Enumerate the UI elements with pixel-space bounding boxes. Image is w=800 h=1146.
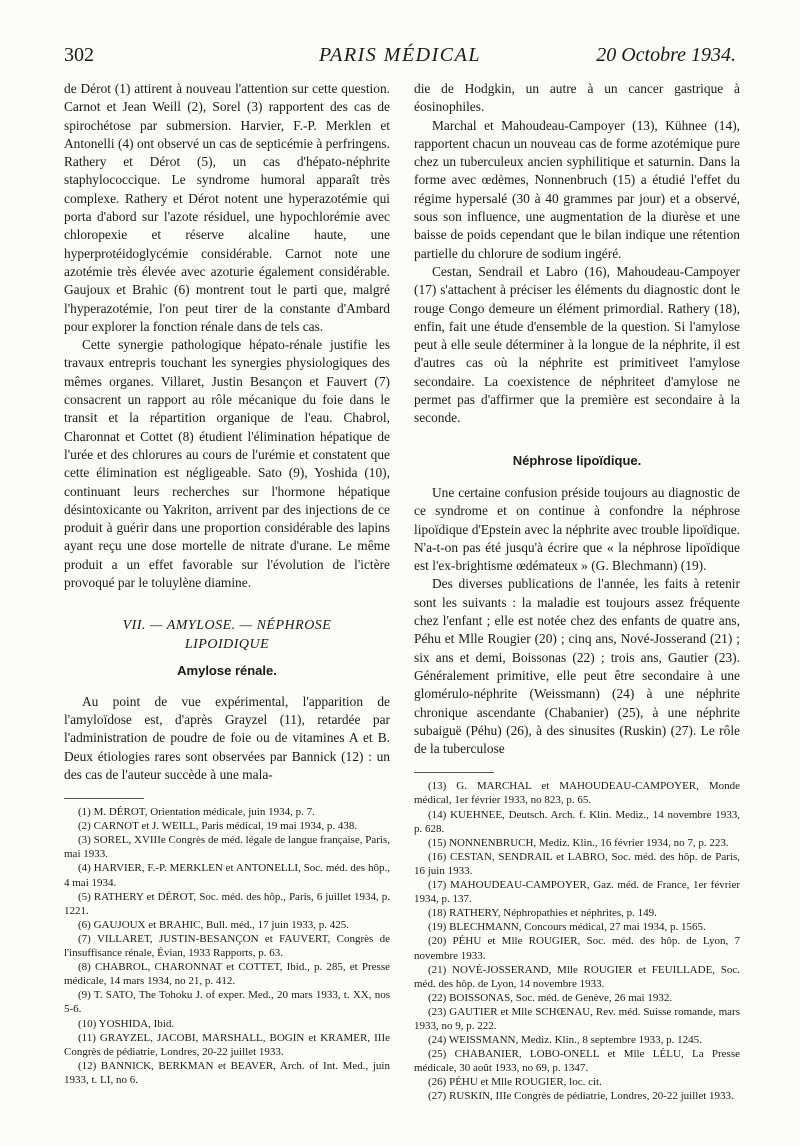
footnote-divider [414, 772, 494, 773]
footnote: (6) GAUJOUX et BRAHIC, Bull. méd., 17 juin 1933, p. 425. [78, 918, 350, 931]
footnote: (14) KUEHNEE, Deutsch. Arch. f. Klin. Mediz., 14 novembre 1933, p. 628. [414, 808, 740, 835]
footnote: (26) PÉHU et Mlle ROUGIER, loc. cit. [428, 1076, 602, 1089]
footnote: (27) RUSKIN, IIIe Congrès de pédiatrie, Londres, 20-22 juillet 1933. [428, 1090, 734, 1103]
page-number: 302 [64, 44, 94, 66]
footnotes [414, 779, 740, 1103]
paragraph: Une certaine confusion préside toujours au diagnostic de ce syndrome et on continue à confondre la néphrose lipoïdique d'Epstein avec la néphrite avec trouble lipoïdique. N'a-t-on pas été jusqu'à écrire que « la néphrose lipoïdique est l'ex-brightisme œdémateux » (G. Blechmann) (19). [414, 484, 740, 574]
section-title: VII. — AMYLOSE. — NÉPHROSE LIPOIDIQUE [122, 618, 332, 653]
footnote: (11) GRAYZEL, JACOBI, MARSHALL, BOGIN et KRAMER, IIIe Congrès de pédiatrie, Londres, 20-22 juillet 1933. [64, 1031, 390, 1058]
issue-date: 20 Octobre 1934. [596, 44, 736, 66]
footnote: (9) T. SATO, The Tohoku J. of exper. Med., 20 mars 1933, t. XX, nos 5-6. [64, 989, 390, 1016]
footnote: (20) PÉHU et Mlle ROUGIER, Soc. méd. des hôp. de Lyon, 7 novembre 1933. [414, 935, 740, 962]
footnote-divider [64, 798, 144, 799]
footnote: (24) WEISSMANN, Mediz. Klin., 8 septembre 1933, p. 1245. [428, 1034, 702, 1047]
right-column [414, 80, 740, 1104]
paragraph: Des diverses publications de l'année, les faits à retenir sont les suivants : la maladie est toujours assez fréquente chez l'enfant ; elle est notée chez des enfants de quatre ans, Péhu et Mlle Rougier (20) ; cinq ans, Nové-Josserand (21) ; six ans et demi, Boissonas (22) ; trois ans, Gautier (23). Généralement primitive, elle peut être secondaire à une glomérulo-néphrite (Weissmann) (24) à une néphrite chronique ascendante (Chabanier) (25), à une néphrite subaiguë (Péhu) (26), à des sinusites (Ruskin) (27). Le rôle de la tuberculose [414, 576, 740, 757]
left-column [64, 80, 390, 1087]
footnote: (3) SOREL, XVIIIe Congrès de méd. légale de langue française, Paris, mai 1933. [64, 834, 390, 861]
footnote: (16) CESTAN, SENDRAIL et LABRO, Soc. méd. des hôp. de Paris, 16 juin 1933. [414, 850, 740, 877]
footnote: (13) G. MARCHAL et MAHOUDEAU-CAMPOYER, Monde médical, 1er février 1933, no 823, p. 65. [414, 780, 740, 807]
footnote: (7) VILLARET, JUSTIN-BESANÇON et FAUVERT, Congrès de l'insuffisance rénale, Évian, 1933 Rapports, p. 63. [64, 932, 390, 960]
subsection-title: Amylose rénale. [177, 663, 277, 679]
paragraph: Marchal et Mahoudeau-Campoyer (13), Kühnee (14), rapportent chacun un nouveau cas de forme azotémique pure chez un tuberculeux ancien syphilitique et saturnin. Dans la forme avec œdèmes, Nonnenbruch (15) a étudié l'effet du régime hypersalé (30 à 40 grammes par jour) et a observé, sous son influence, une augmentation de la diurèse et une baisse de poids cependant que le bilan indique une rétention partielle du chlorure de sodium ingéré. [414, 117, 740, 261]
footnote: (17) MAHOUDEAU-CAMPOYER, Gaz. méd. de France, 1er février 1934, p. 137. [414, 879, 740, 906]
footnote: (4) HARVIER, F.-P. MERKLEN et ANTONELLI, Soc. méd. des hôp., 4 mai 1934. [64, 862, 390, 889]
footnotes [64, 805, 390, 1087]
footnote: (5) RATHERY et DÉROT, Soc. méd. des hôp., Paris, 6 juillet 1934, p. 1221. [64, 890, 390, 917]
footnote: (22) BOISSONAS, Soc. méd. de Genève, 26 mai 1932. [428, 991, 673, 1004]
paragraph: Cestan, Sendrail et Labro (16), Mahoudeau-Campoyer (17) s'attachent à préciser les éléments du diagnostic dont le rouge Congo demeure un élément primordial. Rathery (18), enfin, fait une étude d'ensemble de la question. Si l'amylose peut à elle seule déterminer à la longue de la néphrite, il est d'autres cas où la néphrite est primitiveet l'amylose secondaire. La coexistence de néphriteet d'amylose ne permet pas d'affirmer que la première est secondaire à la seconde. [414, 263, 740, 426]
paragraph: de Dérot (1) attirent à nouveau l'attention sur cette question. Carnot et Jean Weill (2), Sorel (3) rapportent des cas de spirochétose par submersion. Harvier, F.-P. Merklen et Antonelli (4) ont observé un cas de septicémie à perfringens. Rathery et Dérot (5), un cas d'hépato-néphrite staphylococcique. Le syndrome humoral apparaît très complexe. Rathery et Dérot notent une hyperazotémie qui porta d'abord sur l'azote résiduel, une hypochlorémie avec chloropexie et réserve alcaline haute, une hyperprotéidoglycémie considérable. Carnot note une azotémie très élevée avec azoturie également considérable. Gaujoux et Brahic (6) montrent tout le parti que, malgré l'hyperazotémie, l'on peut tirer de la constante d'Ambard pour explorer la fonction rénale dans de tels cas. [64, 81, 390, 334]
footnote: (8) CHABROL, CHARONNAT et COTTET, Ibid., p. 285, et Presse médicale, 14 mars 1934, no 21, p. 412. [64, 961, 390, 988]
footnote: (15) NONNENBRUCH, Mediz. Klin., 16 février 1934, no 7, p. 223. [428, 836, 729, 849]
paragraph: die de Hodgkin, un autre à un cancer gastrique à éosinophiles. [414, 81, 740, 115]
footnote: (10) YOSHIDA, Ibid. [78, 1017, 175, 1030]
footnote: (12) BANNICK, BERKMAN et BEAVER, Arch. of Int. Med., juin 1933, t. LI, no 6. [64, 1059, 390, 1086]
page-header [64, 44, 736, 74]
paragraph: Au point de vue expérimental, l'apparition de l'amyloïdose est, d'après Grayzel (11), retardée par l'administration de poudre de foie ou de vitamines A et B. Deux étiologies rares sont observées par Bannick (12) : un des cas de l'auteur succède à une mala- [64, 693, 390, 782]
paragraph: Cette synergie pathologique hépato-rénale justifie les travaux entrepris touchant les synergies physiologiques des mêmes organes. Villaret, Justin Besançon et Fauvert (7) consacrent un rapport au rôle mécanique du foie dans le transit et la répartition organique de l'eau. Chabrol, Charonnat et Cottet (8) étudient l'élimination hépatique de l'urée et des chlorures au cours de l'urémie et constatent que cette élimination est négligeable. Sato (9), Yoshida (10), continuant leurs recherches sur l'hormone hépatique désintoxicante ou Yakriton, arrivent par des injections de ce produit à guérir dans une proportion considérable des lapins ayant reçu une dose mortelle de nitrate d'urane. Le même produit a un effet favorable sur l'évolution de l'ictère provoqué par le toluylène diamine. [64, 337, 390, 591]
footnote: (1) M. DÉROT, Orientation médicale, juin 1934, p. 7. [78, 806, 315, 819]
footnote: (19) BLECHMANN, Concours médical, 27 mai 1934, p. 1565. [428, 921, 706, 934]
journal-title: PARIS MÉDICAL [319, 44, 481, 66]
footnote: (25) CHABANIER, LOBO-ONELL et Mlle LÉLU, La Presse médicale, 30 août 1933, no 69, p. 1347. [414, 1048, 740, 1075]
subsection-title: Néphrose lipoïdique. [512, 452, 642, 468]
footnote: (18) RATHERY, Néphropathies et néphrites, p. 149. [428, 907, 657, 920]
footnote: (21) NOVÉ-JOSSERAND, Mlle ROUGIER et FEUILLADE, Soc. méd. des hôp. de Lyon, 14 novembre 1933. [414, 963, 740, 990]
footnote: (2) CARNOT et J. WEILL, Paris médical, 19 mai 1934, p. 438. [78, 820, 358, 833]
footnote: (23) GAUTIER et Mlle SCHŒNAU, Rev. méd. Suisse romande, mars 1933, no 9, p. 222. [414, 1005, 740, 1032]
